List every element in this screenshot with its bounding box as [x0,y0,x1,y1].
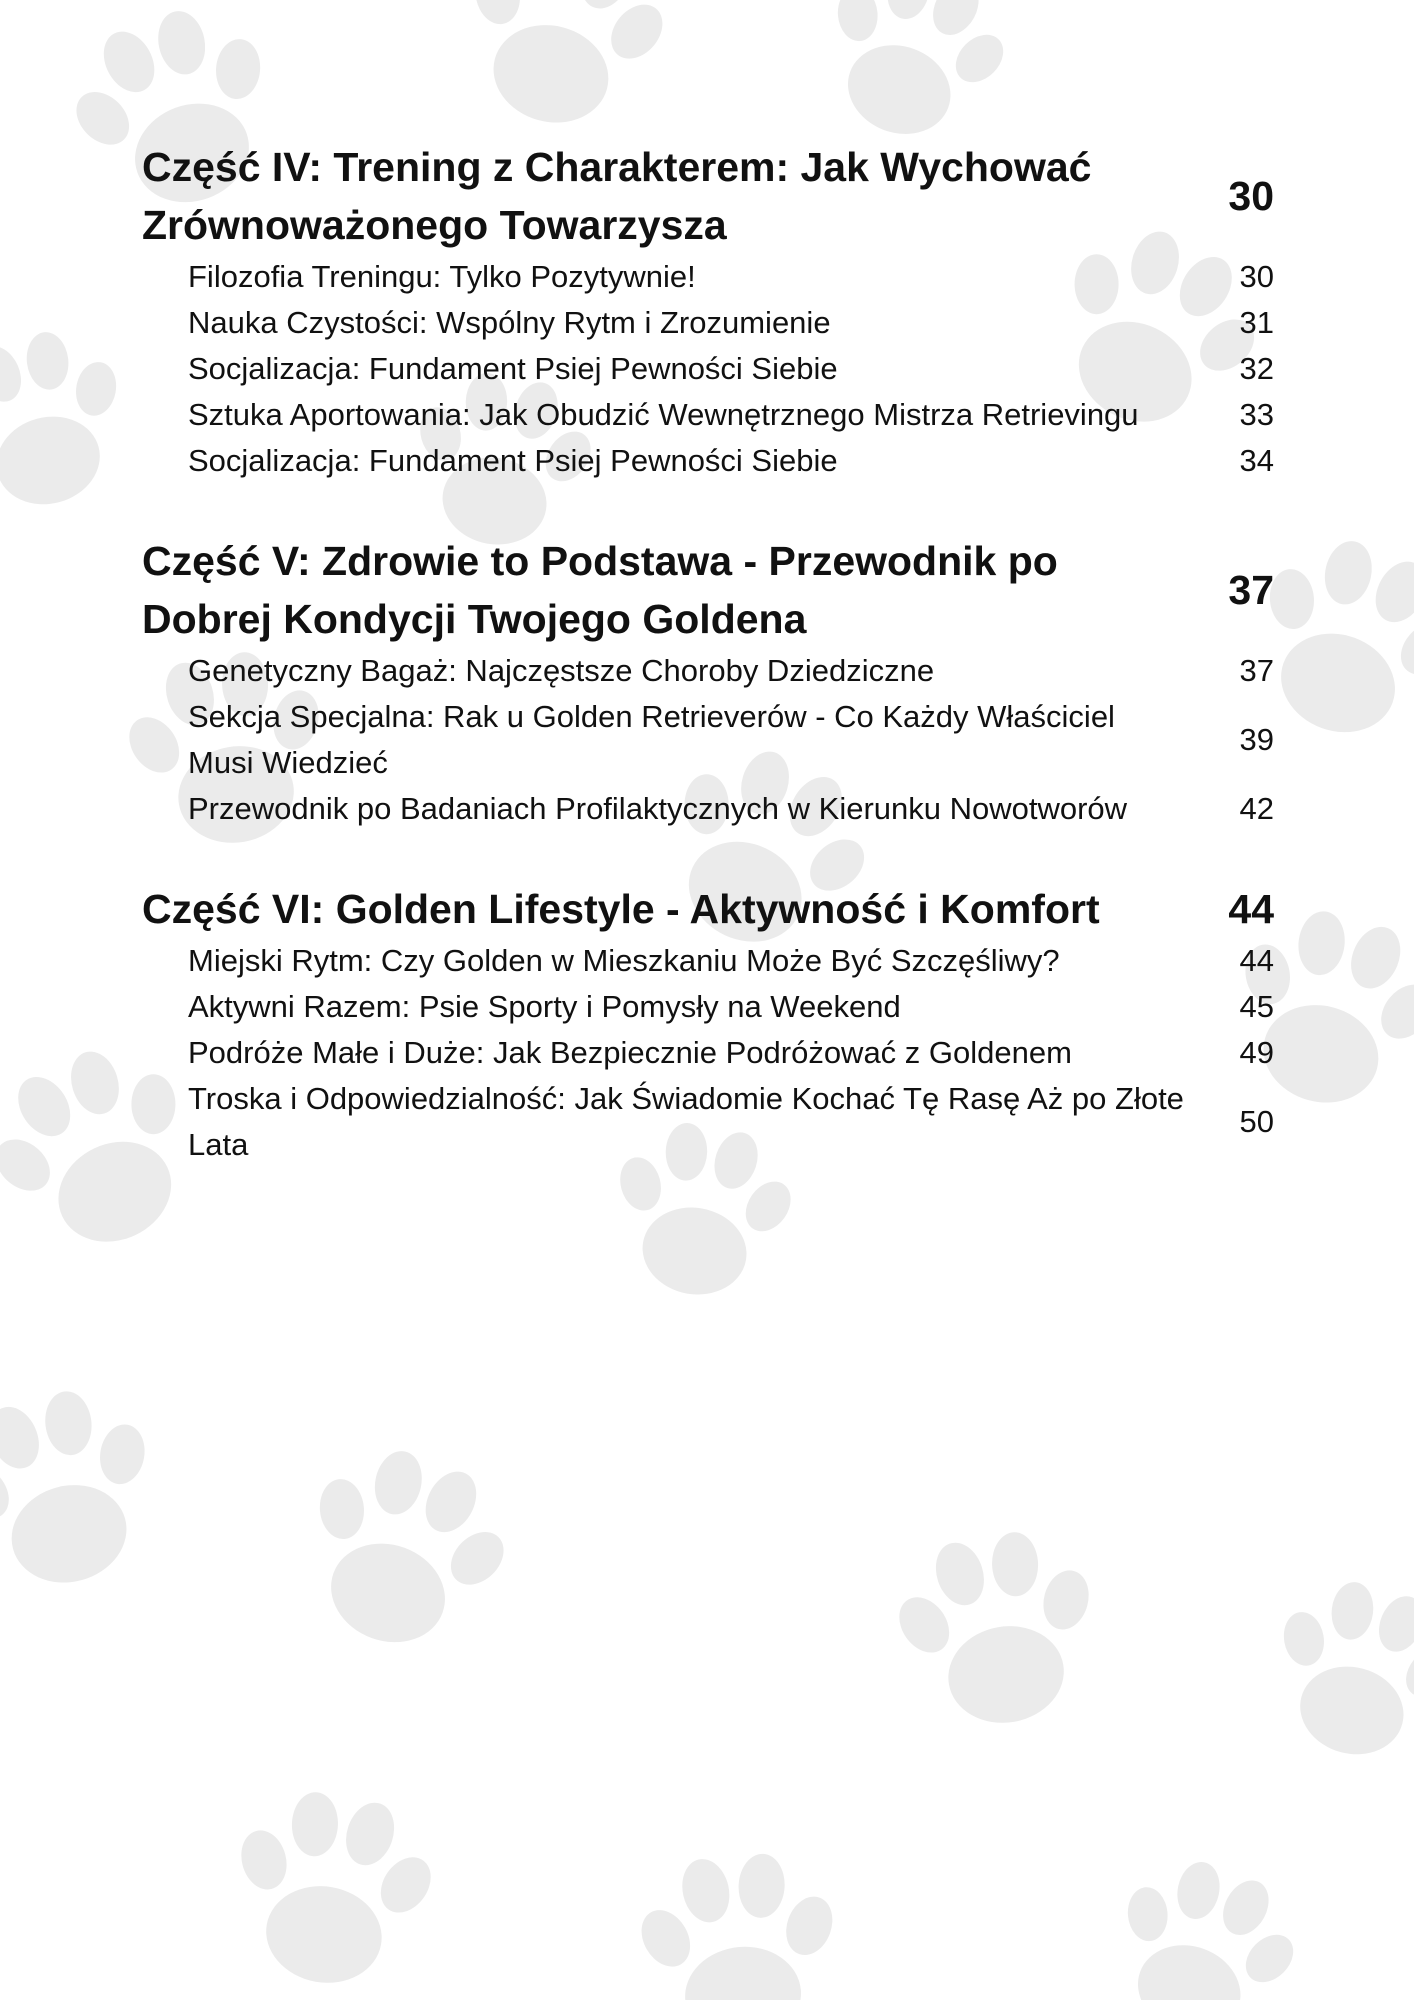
toc-entry[interactable] [142,984,1274,1030]
entry-title: Filozofia Treningu: Tylko Pozytywnie! [188,259,696,294]
toc-part-heading[interactable] [142,880,1274,938]
toc-entry[interactable] [142,938,1274,984]
paw-print-icon [1086,1837,1321,2000]
entry-page-number: 50 [1239,1104,1274,1139]
entry-page-number: 31 [1239,305,1274,340]
entry-page-number: 33 [1239,397,1274,432]
toc-part-heading[interactable] [142,532,1274,648]
part-title: Część V: Zdrowie to Podstawa - Przewodnik po Dobrej Kondycji Twojego Goldena [142,538,1058,642]
entry-page-number: 39 [1239,722,1274,757]
entry-title: Podróże Małe i Duże: Jak Bezpiecznie Podróżować z Goldenem [188,1035,1072,1070]
toc-entry[interactable] [142,648,1274,694]
toc-entry[interactable] [142,346,1274,392]
toc-part [142,532,1274,832]
entry-page-number: 49 [1239,1035,1274,1070]
toc-entry[interactable] [142,438,1274,484]
entry-title: Socjalizacja: Fundament Psiej Pewności Siebie [188,351,838,386]
entry-page-number: 30 [1239,259,1274,294]
entry-title: Miejski Rytm: Czy Golden w Mieszkaniu Może Być Szczęśliwy? [188,943,1060,978]
part-page-number: 37 [1228,567,1274,613]
toc-part-heading[interactable] [142,138,1274,254]
entry-page-number: 37 [1239,653,1274,688]
paw-print-icon [273,1424,535,1674]
entry-title: Troska i Odpowiedzialność: Jak Świadomie Kochać Tę Rasę Aż po Złote Lata [188,1081,1184,1162]
toc-part [142,880,1274,1168]
part-title: Część VI: Golden Lifestyle - Aktywność i Komfort [142,886,1100,932]
paw-print-icon [213,1777,452,2000]
entry-title: Przewodnik po Badaniach Profilaktycznych w Kierunku Nowotworów [188,791,1128,826]
part-page-number: 30 [1228,173,1274,219]
paw-print-icon [0,1370,183,1608]
toc-entry[interactable] [142,694,1274,786]
part-title: Część IV: Trening z Charakterem: Jak Wychować Zrównoważonego Towarzysza [142,144,1092,248]
toc-entry[interactable] [142,1030,1274,1076]
entry-title: Sztuka Aportowania: Jak Obudzić Wewnętrznego Mistrza Retrievingu [188,397,1139,432]
entry-page-number: 44 [1239,943,1274,978]
table-of-contents [142,138,1274,1216]
entry-page-number: 45 [1239,989,1274,1024]
entry-title: Aktywni Razem: Psie Sporty i Pomysły na Weekend [188,989,901,1024]
paw-print-icon [878,1517,1117,1740]
paw-print-icon [0,313,150,527]
paw-print-icon [437,0,688,147]
toc-entry[interactable] [142,254,1274,300]
entry-page-number: 42 [1239,791,1274,826]
paw-print-icon [1250,1563,1414,1777]
toc-entry[interactable] [142,1076,1274,1168]
entry-title: Genetyczny Bagaż: Najczęstsze Choroby Dziedziczne [188,653,935,688]
entry-page-number: 32 [1239,351,1274,386]
part-page-number: 44 [1228,886,1274,932]
entry-title: Socjalizacja: Fundament Psiej Pewności Siebie [188,443,838,478]
entry-page-number: 34 [1239,443,1274,478]
entry-title: Sekcja Specjalna: Rak u Golden Retrieverów - Co Każdy Właściciel Musi Wiedzieć [188,699,1115,780]
entry-title: Nauka Czystości: Wspólny Rytm i Zrozumienie [188,305,831,340]
toc-entry[interactable] [142,300,1274,346]
toc-entry[interactable] [142,786,1274,832]
toc-entry[interactable] [142,392,1274,438]
toc-part [142,138,1274,484]
paw-print-icon [626,1844,851,2000]
